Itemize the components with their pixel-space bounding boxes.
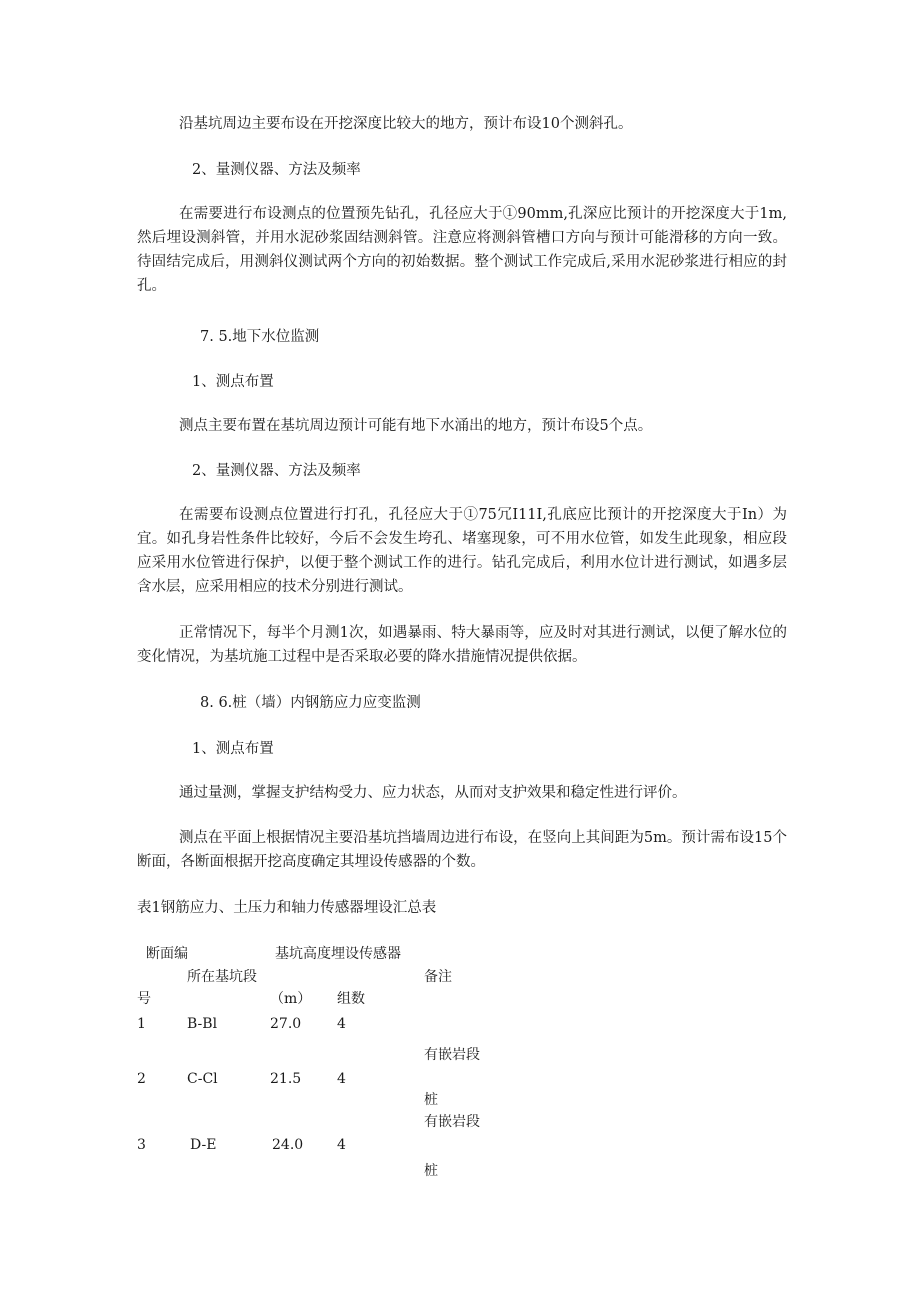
groundwater-layout-paragraph: 测点主要布置在基坑周边预计可能有地下水涌出的地方，预计布设5个点。 [179, 418, 653, 434]
header-unit: （m） [270, 991, 312, 1007]
table-cell-no: 2 [137, 1071, 146, 1087]
header-height-sensor: 基坑高度埋设传感器 [275, 946, 401, 962]
header-section-no-line2: 号 [137, 991, 151, 1007]
table-cell-segment: B-Bl [187, 1016, 218, 1032]
header-section-no: 断面编 [146, 946, 188, 962]
table-cell-height: 24.0 [272, 1137, 304, 1153]
water-well-paragraph: 在需要布设测点位置进行打孔，孔径应大于①75冗I11I,孔底应比预计的开挖深度大于In）为宜。如孔身岩性条件比较好，今后不会发生垮孔、堵塞现象，可不用水位管，如发生此现象，相应段应采用水位管进行保护，以便于整个测试工作的进行。钻孔完成后，利用水位计进行测试，如遇多层含水层，应采用相应的技术分别进行测试。 [137, 507, 787, 595]
table-cell-note: 有嵌岩段 [424, 1114, 480, 1130]
table-caption: 表1钢筋应力、土压力和轴力传感器埋设汇总表 [137, 900, 437, 916]
drilling-paragraph: 在需要进行布设测点的位置预先钻孔，孔径应大于①90mm,孔深应比预计的开挖深度大于1m,然后埋设测斜管，并用水泥砂浆固结测斜管。注意应将测斜管槽口方向与预计可能滑移的方向一致。待固结完成后，用测斜仪测试两个方向的初始数据。整个测试工作完成后,采用水泥砂浆进行相应的封孔。 [137, 206, 787, 294]
subheading-instruments-1: 2、量测仪器、方法及频率 [192, 162, 361, 178]
table-cell-groups: 4 [337, 1137, 346, 1153]
table-cell-note-line2: 桩 [424, 1092, 438, 1108]
table-cell-segment: C-Cl [187, 1071, 218, 1087]
header-note: 备注 [424, 969, 452, 985]
header-groups: 组数 [337, 991, 365, 1007]
table-cell-height: 27.0 [270, 1016, 302, 1032]
subheading-instruments-2: 2、量测仪器、方法及频率 [192, 463, 361, 479]
cross-section-paragraph: 测点在平面上根据情况主要沿基坑挡墙周边进行布设，在竖向上其间距为5m。预计需布设15个断面，各断面根据开挖高度确定其埋设传感器的个数。 [137, 830, 787, 870]
section-title-groundwater: 7. 5.地下水位监测 [200, 329, 320, 345]
subheading-layout-1: 1、测点布置 [192, 374, 274, 390]
frequency-paragraph: 正常情况下，每半个月测1次，如遇暴雨、特大暴雨等，应及时对其进行测试，以便了解水位的变化情况，为基坑施工过程中是否采取必要的降水措施情况提供依据。 [137, 625, 787, 665]
table-cell-groups: 4 [337, 1016, 346, 1032]
table-cell-no: 1 [137, 1016, 146, 1032]
header-segment: 所在基坑段 [187, 969, 257, 985]
intro-paragraph: 沿基坑周边主要布设在开挖深度比较大的地方，预计布设10个测斜孔。 [179, 116, 633, 132]
table-cell-note: 有嵌岩段 [424, 1047, 480, 1063]
table-cell-groups: 4 [337, 1071, 346, 1087]
measurement-purpose-paragraph: 通过量测，掌握支护结构受力、应力状态，从而对支护效果和稳定性进行评价。 [179, 785, 687, 801]
section-title-rebar-stress: 8. 6.桩（墙）内钢筋应力应变监测 [200, 695, 421, 711]
table-cell-height: 21.5 [270, 1071, 302, 1087]
subheading-layout-2: 1、测点布置 [192, 741, 274, 757]
table-cell-note-line2: 桩 [424, 1163, 438, 1179]
table-cell-segment: D-E [190, 1137, 217, 1153]
table-cell-no: 3 [137, 1137, 146, 1153]
